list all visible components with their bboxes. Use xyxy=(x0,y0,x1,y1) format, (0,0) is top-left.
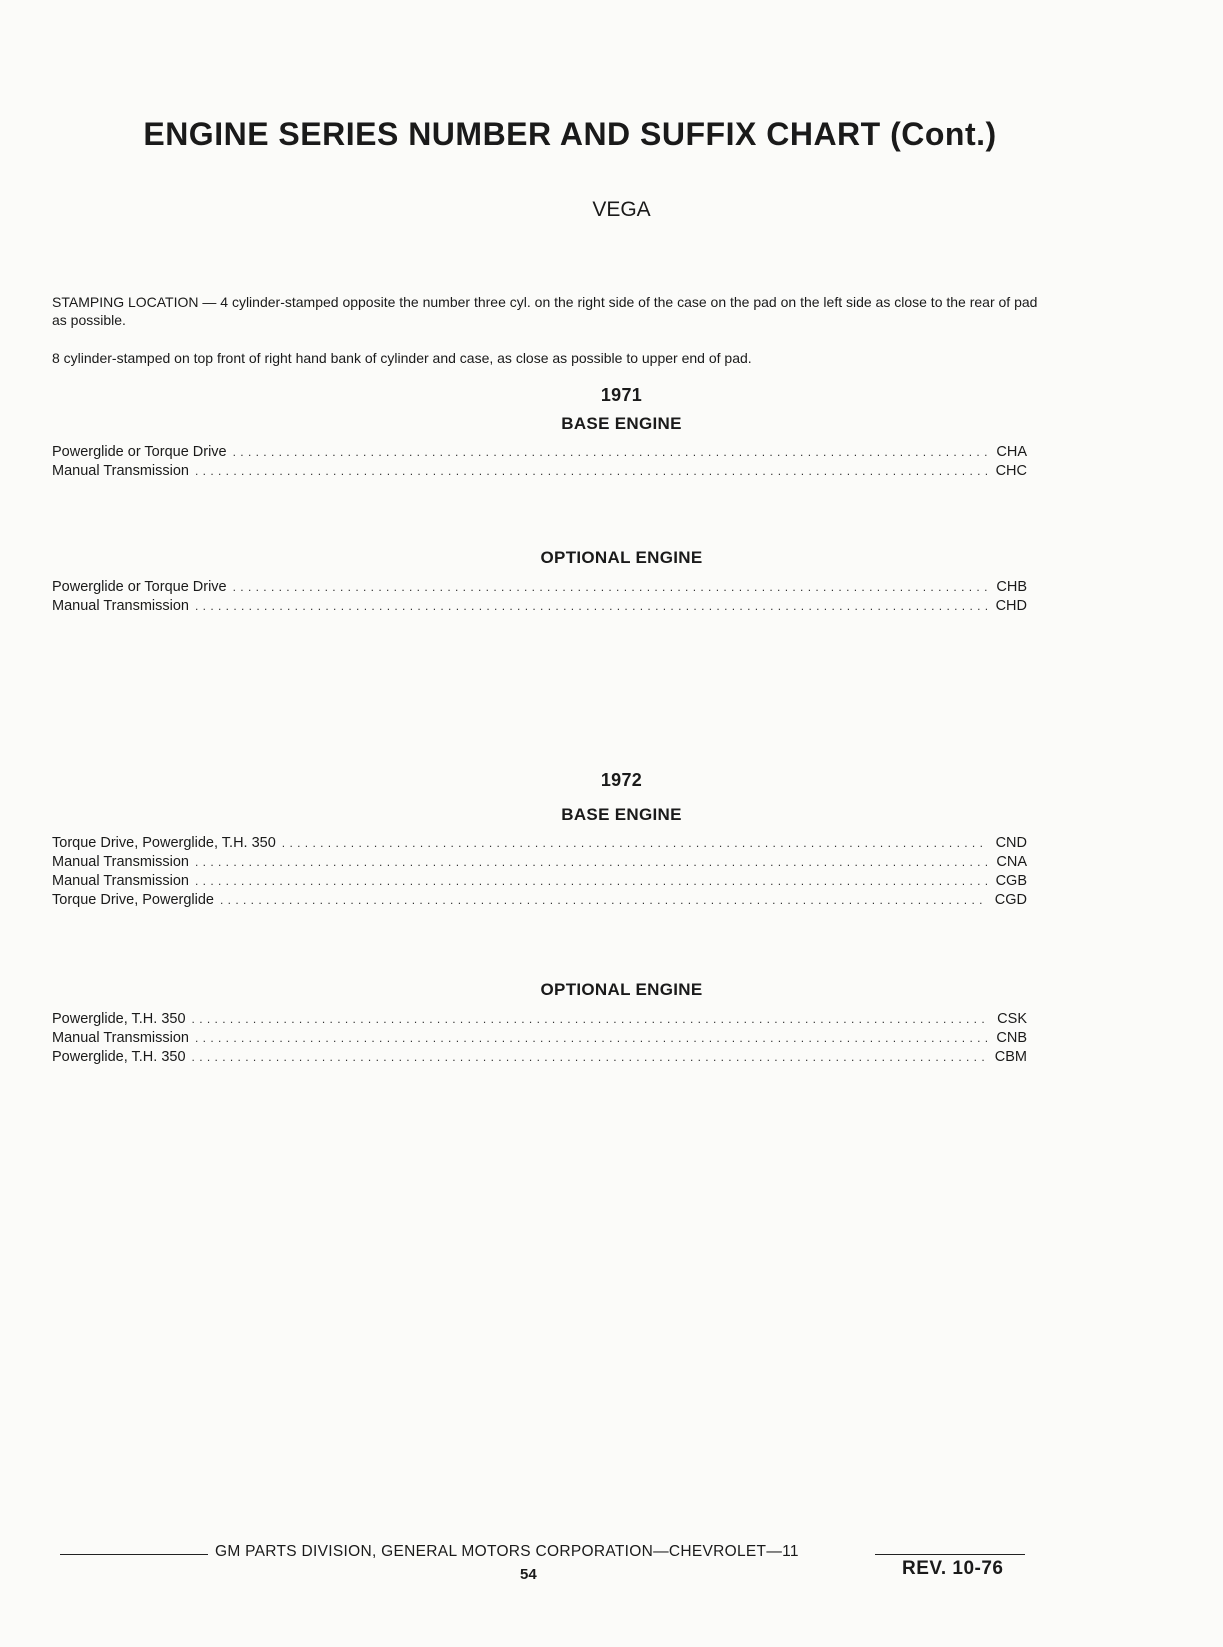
page-number: 54 xyxy=(520,1566,537,1583)
page-subtitle: VEGA xyxy=(592,198,651,221)
optional-engine-list-1972 xyxy=(52,1010,1027,1067)
table-row xyxy=(52,597,1027,616)
row-label: Manual Transmission xyxy=(52,854,189,870)
dot-leader xyxy=(233,443,987,462)
table-row xyxy=(52,891,1027,910)
dot-leader xyxy=(192,1010,987,1029)
table-row xyxy=(52,1029,1027,1048)
table-row xyxy=(52,834,1027,853)
row-label: Manual Transmission xyxy=(52,598,189,614)
dot-leader xyxy=(195,853,987,872)
dot-leader xyxy=(195,1029,987,1048)
base-engine-heading-1971: BASE ENGINE xyxy=(561,414,682,433)
row-label: Manual Transmission xyxy=(52,873,189,889)
dot-leader xyxy=(282,834,987,853)
dot-leader xyxy=(195,462,987,481)
base-engine-list-1971 xyxy=(52,443,1027,481)
row-label: Torque Drive, Powerglide xyxy=(52,892,214,908)
row-suffix-code: CHD xyxy=(995,598,1027,614)
table-row xyxy=(52,443,1027,462)
footer-publisher: GM PARTS DIVISION, GENERAL MOTORS CORPORATION—CHEVROLET—11 xyxy=(215,1543,799,1560)
base-engine-heading-1972: BASE ENGINE xyxy=(561,805,682,824)
base-engine-list-1972 xyxy=(52,834,1027,910)
table-row xyxy=(52,462,1027,481)
row-suffix-code: CGB xyxy=(995,873,1027,889)
optional-engine-heading-1971: OPTIONAL ENGINE xyxy=(540,548,703,567)
dot-leader xyxy=(220,891,987,910)
revision-label: REV. 10-76 xyxy=(902,1558,1004,1579)
optional-engine-heading-1972: OPTIONAL ENGINE xyxy=(540,980,703,999)
footer-rule-right xyxy=(875,1554,1025,1555)
row-suffix-code: CHB xyxy=(996,579,1027,595)
row-suffix-code: CHC xyxy=(995,463,1027,479)
table-row xyxy=(52,1010,1027,1029)
dot-leader xyxy=(233,578,987,597)
row-label: Powerglide or Torque Drive xyxy=(52,444,227,460)
table-row xyxy=(52,1048,1027,1067)
dot-leader xyxy=(192,1048,987,1067)
row-suffix-code: CGD xyxy=(994,892,1027,908)
row-suffix-code: CND xyxy=(995,835,1027,851)
table-row xyxy=(52,578,1027,597)
optional-engine-list-1971 xyxy=(52,578,1027,616)
row-label: Powerglide or Torque Drive xyxy=(52,579,227,595)
year-heading-1971: 1971 xyxy=(600,385,643,405)
stamping-note-8-cylinder: 8 cylinder-stamped on top front of right hand bank of cylinder and case, as close as possible to upper end of pad. xyxy=(52,350,752,366)
year-heading-1972: 1972 xyxy=(600,770,643,790)
dot-leader xyxy=(195,872,987,891)
row-suffix-code: CBM xyxy=(994,1049,1027,1065)
dot-leader xyxy=(195,597,987,616)
row-label: Torque Drive, Powerglide, T.H. 350 xyxy=(52,835,276,851)
page-title: ENGINE SERIES NUMBER AND SUFFIX CHART (Cont.) xyxy=(143,116,997,152)
row-label: Manual Transmission xyxy=(52,1030,189,1046)
row-suffix-code: CNA xyxy=(996,854,1027,870)
row-label: Manual Transmission xyxy=(52,463,189,479)
row-label: Powerglide, T.H. 350 xyxy=(52,1049,186,1065)
footer-rule-left xyxy=(60,1554,208,1555)
row-suffix-code: CNB xyxy=(996,1030,1027,1046)
row-suffix-code: CSK xyxy=(997,1011,1027,1027)
row-suffix-code: CHA xyxy=(996,444,1027,460)
table-row xyxy=(52,853,1027,872)
row-label: Powerglide, T.H. 350 xyxy=(52,1011,186,1027)
table-row xyxy=(52,872,1027,891)
stamping-note-4-cylinder: STAMPING LOCATION — 4 cylinder-stamped opposite the number three cyl. on the right side of the case on the pad on the left side as close to the rear of pad as possible. xyxy=(52,294,1038,328)
